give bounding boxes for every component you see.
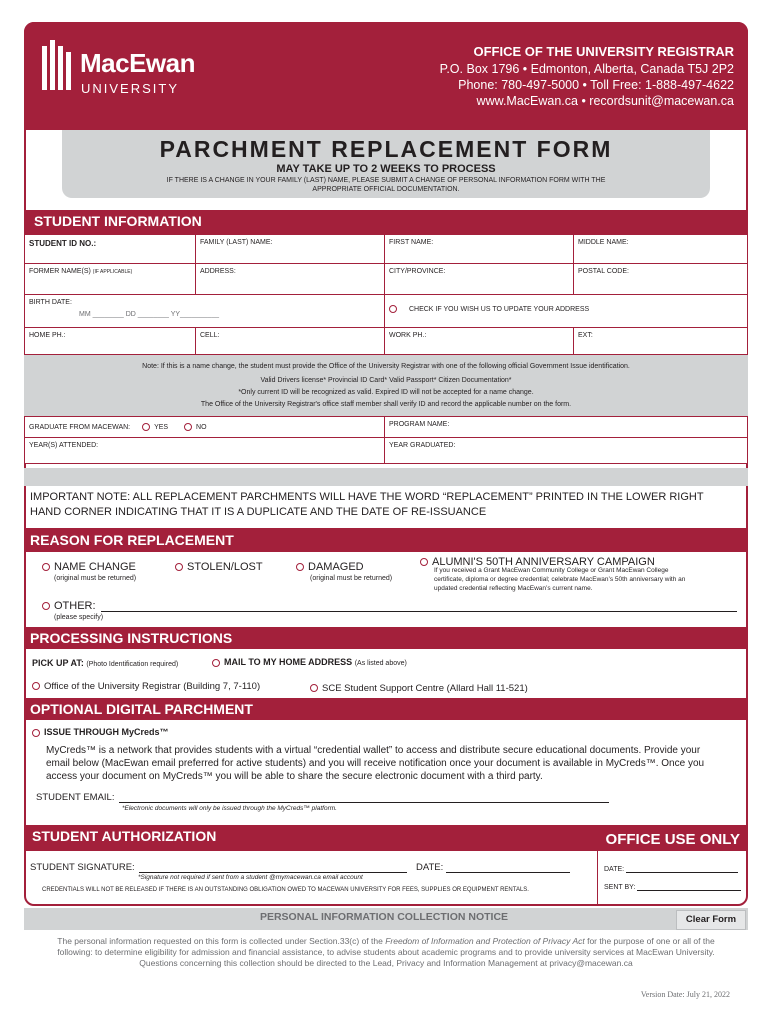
cell-field[interactable]: CELL: [195, 327, 385, 355]
id-note-4: The Office of the University Registrar's office staff member shall verify ID and record the applicable number on the form. [200, 401, 572, 408]
stolen-radio-icon[interactable] [175, 563, 183, 571]
mail-radio-icon[interactable] [212, 659, 220, 667]
mycreds-desc-3: access your document on MyCreds™ you will be able to share the secure electronic document with a third party. [46, 771, 543, 782]
logo-sub: UNIVERSITY [81, 81, 180, 96]
credentials-note: CREDENTIALS WILL NOT BE RELEASED IF THERE IS AN OUTSTANDING OBLIGATION OWED TO MACEWAN UNIVERSITY FOR FEES, SUPPLIES OR EQUIPMENT RENTALS. [42, 887, 529, 893]
privacy-text-2: following: to determine eligibility for admission and financial assistance, to advise students about academic programs and to provide university services at MacEwan University. [57, 947, 715, 957]
logo-name: MacEwan [80, 48, 195, 78]
registrar-contact [440, 44, 734, 108]
mail-note: (As listed above) [354, 660, 407, 667]
digital-title: OPTIONAL DIGITAL PARCHMENT [30, 701, 253, 717]
graduate-label: GRADUATE FROM MACEWAN: [29, 423, 131, 431]
sce-radio-icon[interactable] [310, 684, 318, 692]
date-input[interactable] [446, 863, 570, 873]
clear-form-button[interactable]: Clear Form [676, 910, 746, 930]
office-date-input[interactable] [626, 865, 738, 873]
privacy-act-name: Freedom of Information and Protection of Privacy Act [385, 936, 585, 946]
address-field[interactable]: ADDRESS: [195, 263, 385, 295]
office-radio-icon[interactable] [32, 682, 40, 690]
family-name-field[interactable]: FAMILY (LAST) NAME: [195, 234, 385, 264]
office-address: P.O. Box 1796 • Edmonton, Alberta, Canada T5J 2P2 [439, 62, 734, 76]
birth-date-label: BIRTH DATE: [29, 299, 72, 306]
important-note [30, 490, 742, 520]
sent-by-label: SENT BY: [604, 884, 636, 891]
mycreds-radio-icon[interactable] [32, 729, 40, 737]
privacy-text-3: Questions concerning this collection should be directed to the Lead, Privacy and Information Management at privacy@macewan.ca [139, 958, 633, 968]
year-graduated-field[interactable]: YEAR GRADUATED: [384, 437, 748, 464]
id-note-2: Valid Drivers license* Provincial ID Card* Valid Passport* Citizen Documentation* [260, 377, 512, 384]
mycreds-option[interactable] [32, 727, 169, 737]
mycreds-label: ISSUE THROUGH MyCreds™ [44, 727, 169, 737]
sce-option[interactable] [310, 683, 528, 694]
name-change-label: NAME CHANGE [54, 561, 136, 573]
middle-name-field[interactable]: MIDDLE NAME: [573, 234, 748, 264]
years-attended-field[interactable]: YEAR(S) ATTENDED: [24, 437, 385, 464]
office-date-label: DATE: [604, 866, 625, 873]
graduate-yes-radio-icon[interactable] [142, 423, 150, 431]
former-names-note: (IF APPLICABLE) [92, 269, 133, 275]
office-title: OFFICE OF THE UNIVERSITY REGISTRAR [473, 44, 734, 59]
reason-alumni[interactable] [420, 556, 740, 592]
graduate-no-radio-icon[interactable] [184, 423, 192, 431]
birth-date-field[interactable] [24, 294, 385, 328]
other-input[interactable] [101, 602, 737, 612]
mycreds-desc-2: email below (MacEwan email preferred for active students) and you will receive notification once your document is available in MyCreds™. Once you [46, 758, 705, 769]
sce-label: SCE Student Support Centre (Allard Hall 11-521) [322, 683, 528, 694]
important-note-1: IMPORTANT NOTE: ALL REPLACEMENT PARCHMENTS WILL HAVE THE WORD “REPLACEMENT” PRINTED IN THE LOWER RIGHT [30, 491, 704, 503]
postal-field[interactable]: POSTAL CODE: [573, 263, 748, 295]
signature-input[interactable] [139, 863, 407, 873]
important-note-2: HAND CORNER INDICATING THAT IT IS A DUPLICATE AND THE DATE OF RE-ISSUANCE [30, 506, 487, 518]
signature-row [30, 862, 570, 873]
form-subtitle: MAY TAKE UP TO 2 WEEKS TO PROCESS [276, 163, 496, 175]
processing-title: PROCESSING INSTRUCTIONS [30, 630, 233, 646]
office-option[interactable] [32, 681, 260, 692]
other-radio-icon[interactable] [42, 602, 50, 610]
graduate-yes-label: YES [154, 423, 169, 431]
signature-note: *Signature not required if sent from a student @mymacewan.ca email account [138, 874, 363, 881]
office-use-title: OFFICE USE ONLY [605, 831, 740, 848]
logo-mark-icon [40, 38, 76, 94]
id-note-3: *Only current ID will be recognized as valid. Expired ID will not be accepted for a name change. [238, 389, 534, 396]
update-address-field[interactable] [384, 294, 748, 328]
mail-label: MAIL TO MY HOME ADDRESS [224, 657, 353, 667]
name-change-note: (original must be returned) [54, 575, 137, 582]
pickup-row [32, 658, 178, 668]
ext-field[interactable]: EXT: [573, 327, 748, 355]
first-name-field[interactable]: FIRST NAME: [384, 234, 574, 264]
grey-divider [24, 468, 748, 486]
email-note: *Electronic documents will only be issued through the MyCreds™ platform. [122, 805, 337, 812]
privacy-text-1a: The personal information requested on this form is collected under Section.33(c) of the [57, 936, 386, 946]
email-input[interactable] [119, 793, 609, 803]
privacy-text [24, 936, 748, 969]
pickup-note: (Photo Identification required) [86, 661, 179, 668]
reason-title: REASON FOR REPLACEMENT [30, 532, 234, 548]
macewan-logo [40, 38, 230, 108]
name-change-radio-icon[interactable] [42, 563, 50, 571]
work-phone-field[interactable]: WORK PH.: [384, 327, 574, 355]
city-field[interactable]: CITY/PROVINCE: [384, 263, 574, 295]
former-names-label: FORMER NAME(S) [29, 268, 91, 275]
privacy-text-1c: for the purpose of one or all of the [584, 936, 715, 946]
form-note-2: APPROPRIATE OFFICIAL DOCUMENTATION. [312, 186, 460, 193]
student-info-title: STUDENT INFORMATION [34, 213, 202, 229]
other-note: (please specify) [54, 614, 104, 621]
id-note-1: Note: If this is a name change, the student must provide the Office of the University Registrar with one of the following official Government Issue identification. [142, 363, 630, 370]
damaged-label: DAMAGED [308, 561, 364, 573]
id-notes [24, 361, 748, 411]
mail-option[interactable] [212, 657, 407, 667]
reason-stolen[interactable] [175, 561, 263, 573]
alumni-label: ALUMNI'S 50TH ANNIVERSARY CAMPAIGN [432, 556, 655, 568]
update-address-radio-icon[interactable] [389, 305, 397, 313]
email-label: STUDENT EMAIL: [36, 792, 115, 803]
student-id-field[interactable]: STUDENT ID NO.: [24, 234, 196, 264]
damaged-radio-icon[interactable] [296, 563, 304, 571]
privacy-title: PERSONAL INFORMATION COLLECTION NOTICE [259, 911, 509, 923]
program-name-field[interactable]: PROGRAM NAME: [384, 416, 748, 438]
mycreds-desc-1: MyCreds™ is a network that provides students with a virtual “credential wallet” to access and distribute secure educational documents. Provide your [46, 745, 701, 756]
office-label: Office of the University Registrar (Building 7, 7-110) [44, 681, 261, 692]
signature-label: STUDENT SIGNATURE: [30, 862, 135, 873]
email-row [36, 792, 609, 803]
authorization-title: STUDENT AUTHORIZATION [32, 828, 217, 844]
form-note-1: IF THERE IS A CHANGE IN YOUR FAMILY (LAST) NAME, PLEASE SUBMIT A CHANGE OF PERSONAL INFORMATION FORM WITH THE [166, 177, 606, 184]
home-phone-field[interactable]: HOME PH.: [24, 327, 196, 355]
alumni-note-2: certificate, diploma or degree credential; celebrate MacEwan’s 50th anniversary with an [434, 576, 686, 583]
reason-damaged[interactable] [296, 561, 392, 582]
other-label: OTHER: [54, 600, 96, 612]
alumni-radio-icon[interactable] [420, 558, 428, 566]
stolen-label: STOLEN/LOST [187, 561, 263, 573]
office-use-box [597, 851, 748, 906]
sent-by-input[interactable] [637, 883, 741, 891]
graduate-field [24, 416, 385, 438]
date-label: DATE: [415, 862, 444, 873]
graduate-no-label: NO [196, 423, 207, 431]
form-title: PARCHMENT REPLACEMENT FORM [159, 136, 613, 162]
former-names-field[interactable] [24, 263, 196, 295]
birth-date-format: MM ________ DD ________ YY__________ [79, 311, 219, 318]
alumni-note-3: updated credential reflecting MacEwan’s current name. [434, 585, 593, 592]
pickup-label: PICK UP AT: [32, 658, 84, 668]
update-address-label: CHECK IF YOU WISH US TO UPDATE YOUR ADDRESS [408, 305, 590, 313]
mycreds-description [46, 744, 746, 783]
office-phone: Phone: 780-497-5000 • Toll Free: 1-888-497-4622 [458, 78, 734, 92]
damaged-note: (original must be returned) [310, 575, 393, 582]
reason-name-change[interactable] [42, 561, 136, 582]
alumni-note-1: If you received a Grant MacEwan Community College or Grant MacEwan College [434, 567, 669, 574]
version-date: Version Date: July 21, 2022 [640, 990, 730, 999]
office-web: www.MacEwan.ca • recordsunit@macewan.ca [476, 94, 734, 108]
reason-other[interactable] [42, 600, 737, 621]
